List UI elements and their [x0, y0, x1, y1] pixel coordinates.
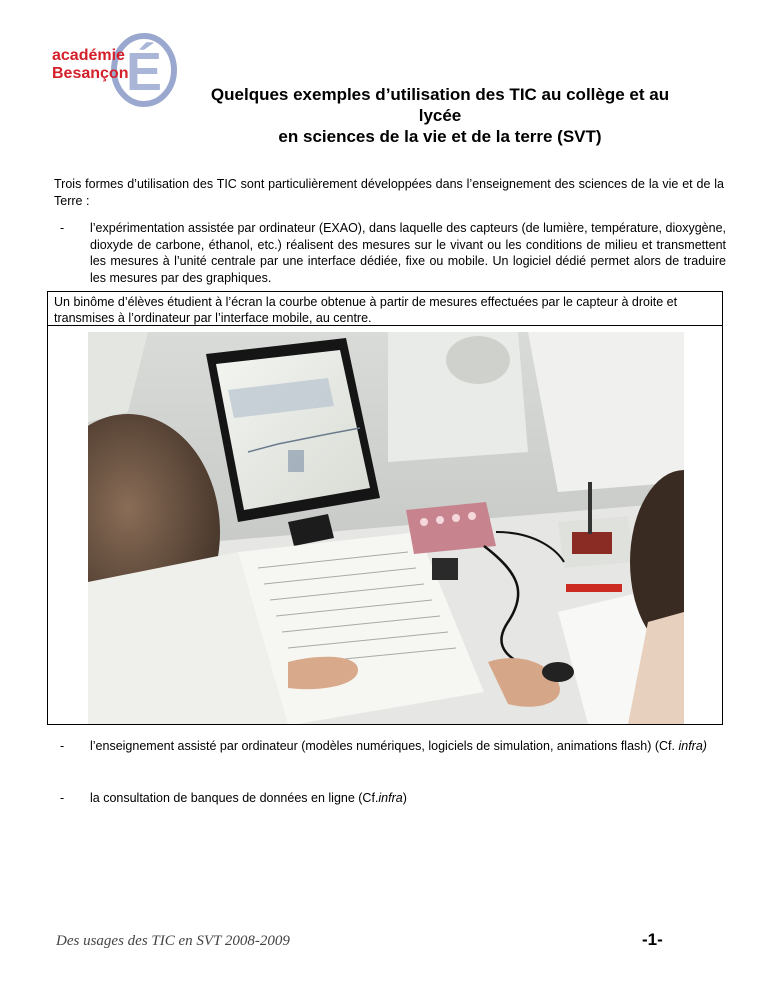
classroom-photo [88, 332, 684, 724]
page-number: -1- [642, 930, 663, 949]
bullet-suffix: ) [402, 791, 407, 805]
title-line-2: lycée [418, 106, 462, 125]
title-line-3: en sciences de la vie et de la terre (SVT) [278, 127, 602, 146]
bullet-dash: - [60, 739, 65, 753]
footer-title: Des usages des TIC en SVT 2008-2009 [56, 933, 290, 949]
bullet-text: la consultation de banques de données en ligne (Cf. [90, 791, 379, 805]
bullet-text: l’expérimentation assistée par ordinateur (EXAO), dans laquelle des capteurs (de lumière, température, dioxygène, dioxyde de carbone, éthanol, etc.) réalisent des mesures sur le vivant ou les conditions de milieu et transmettent les mesures à l’unité centrale par une interface dédiée, fixe ou mobile. Un logiciel dédié permet alors de traduire les mesures par des graphiques. [90, 221, 726, 285]
list-item-databases [54, 790, 726, 807]
logo-letter: É [125, 42, 163, 102]
list-item-exao [54, 220, 726, 286]
figure-box [47, 291, 723, 725]
infra-reference: infra [378, 791, 403, 805]
infra-reference: infra) [678, 739, 707, 753]
bullet-dash: - [60, 221, 65, 235]
logo-line2: Besançon [52, 65, 129, 82]
bullet-text: l’enseignement assisté par ordinateur (modèles numériques, logiciels de simulation, animations flash) (Cf. [90, 739, 679, 753]
logo-line1: académie [52, 47, 125, 64]
page-title [120, 84, 760, 147]
title-line-1: Quelques exemples d’utilisation des TIC au collège et au [210, 85, 670, 104]
intro-paragraph: Trois formes d’utilisation des TIC sont particulièrement développées dans l’enseignement des sciences de la vie et de la Terre : [54, 177, 724, 208]
list-item-eao [54, 738, 726, 755]
bullet-dash: - [60, 791, 65, 805]
figure-caption: Un binôme d’élèves étudient à l’écran la courbe obtenue à partir de mesures effectuées par le capteur à droite et transmises à l’ordinateur par l’interface mobile, au centre. [48, 292, 722, 326]
